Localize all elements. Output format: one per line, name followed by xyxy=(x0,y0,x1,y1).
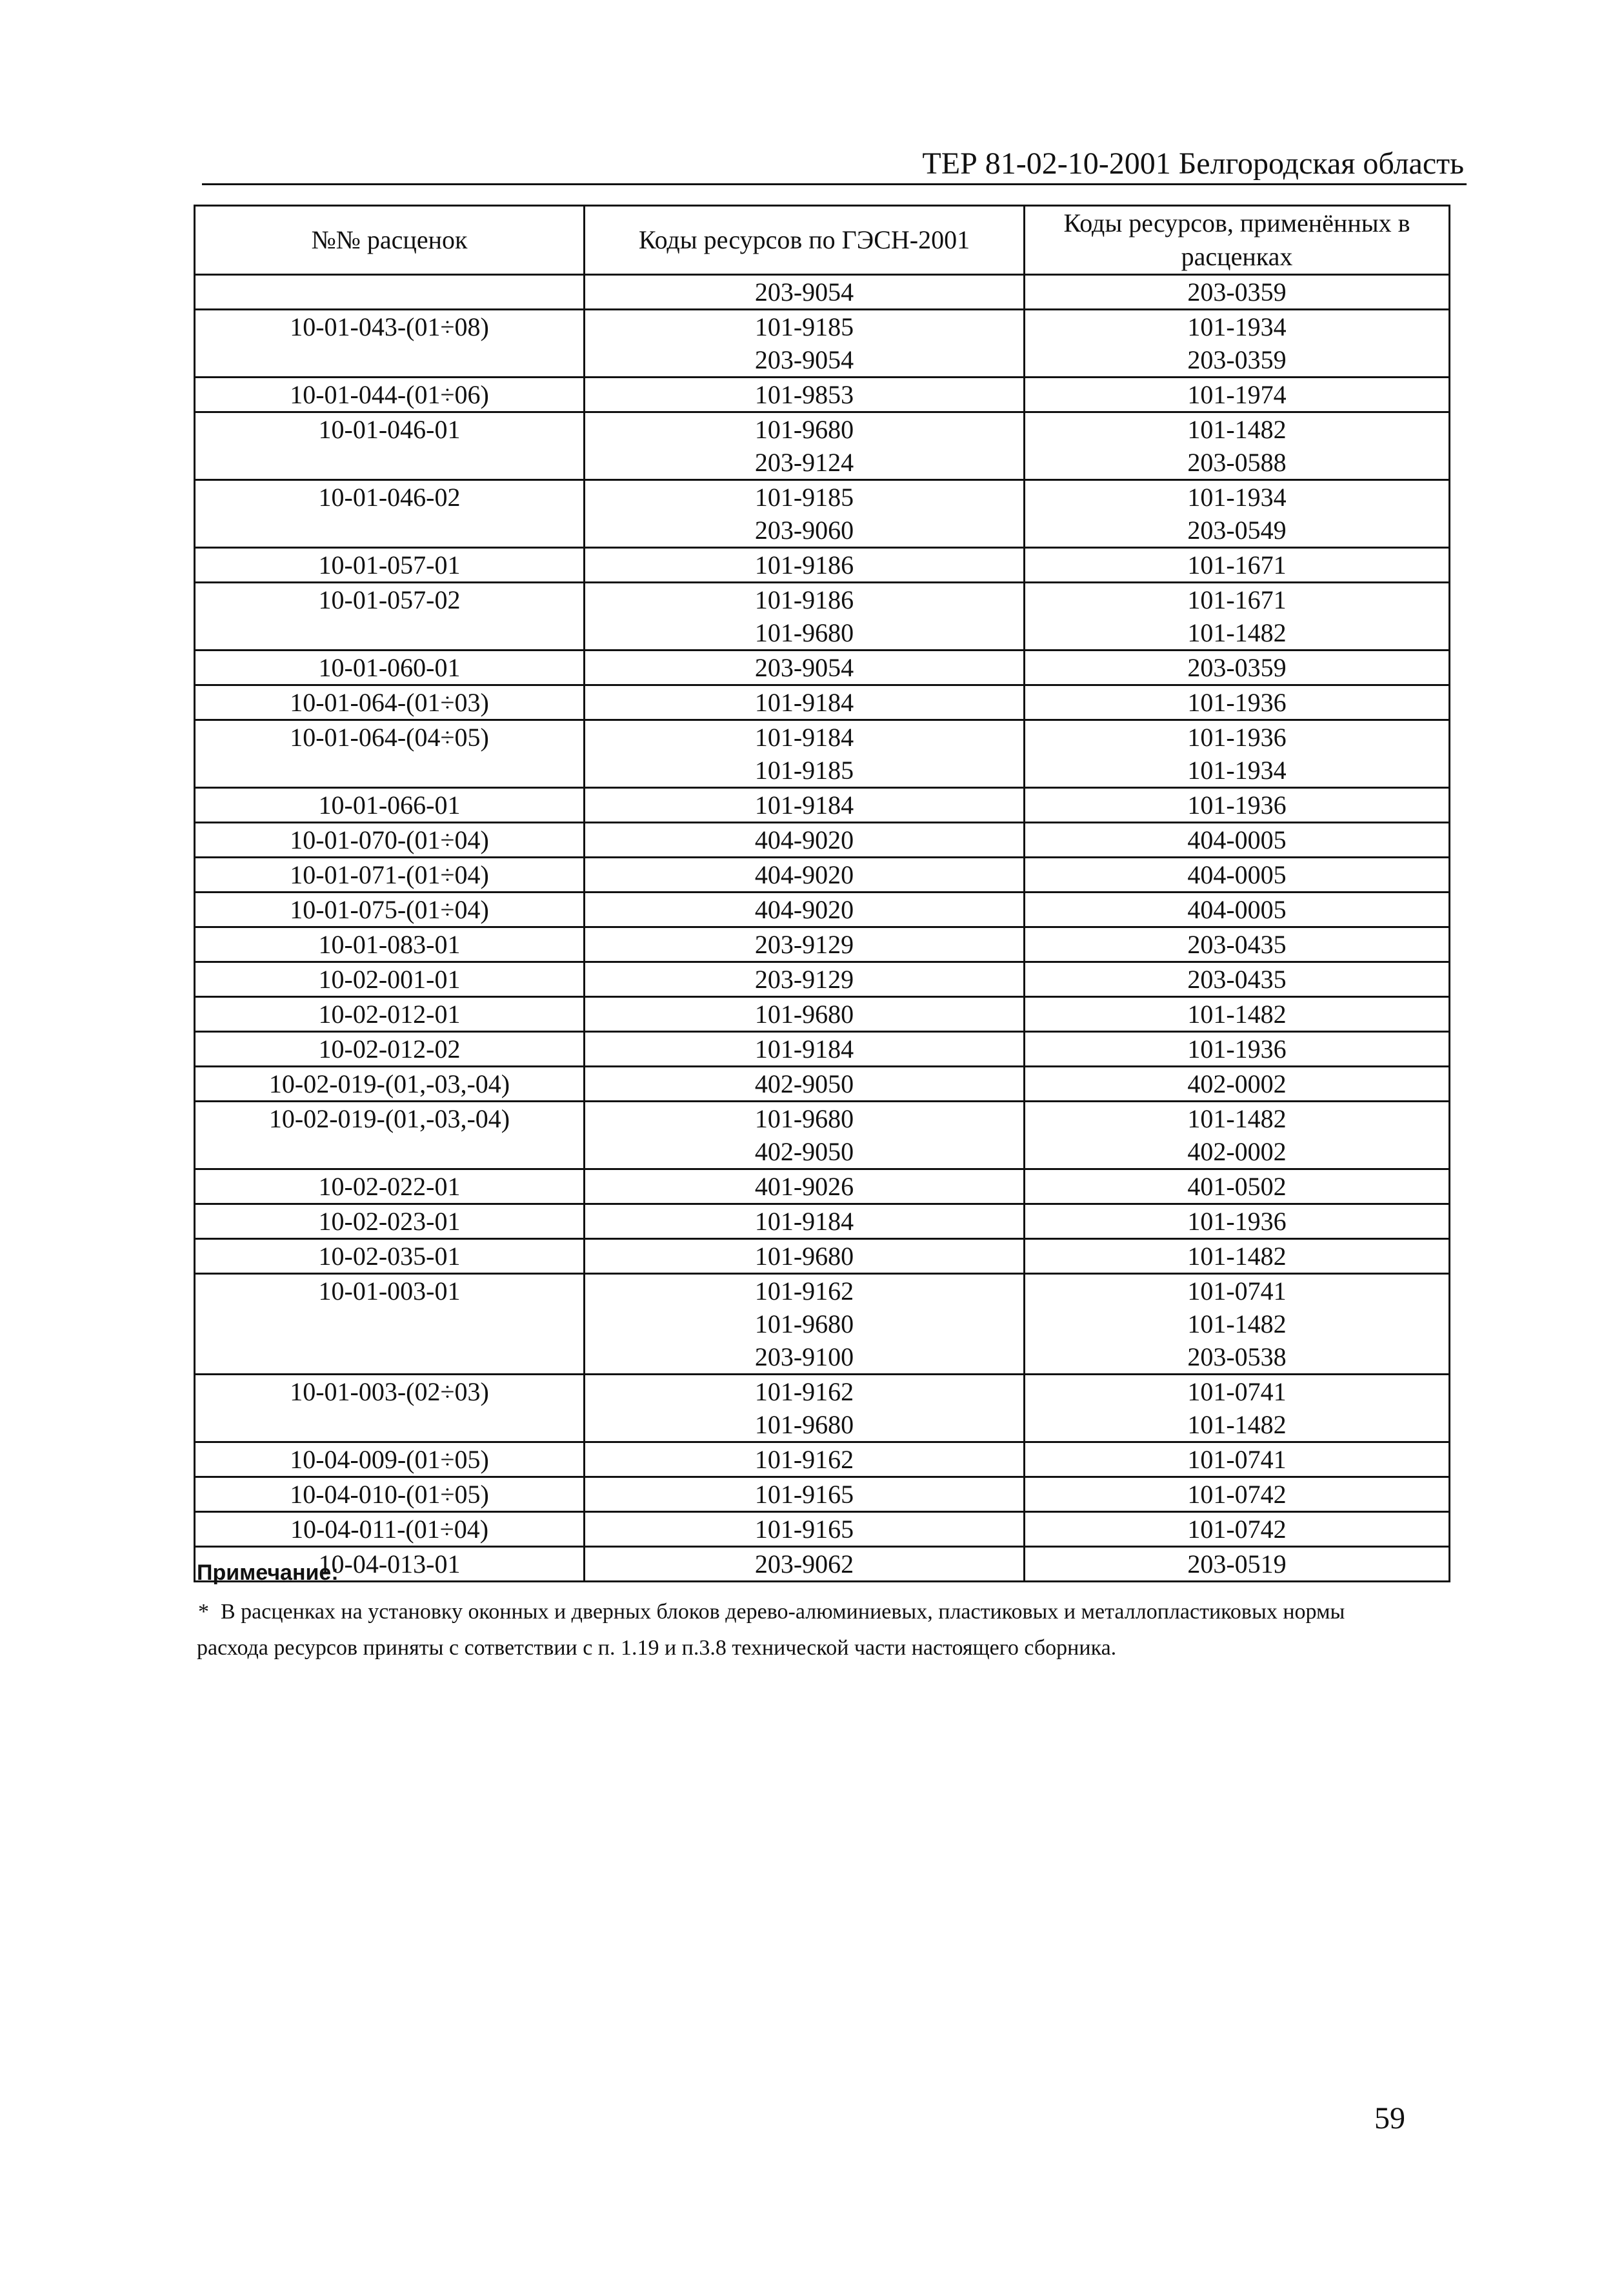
column-header-gesn-codes: Коды ресурсов по ГЭСН-2001 xyxy=(585,206,1025,275)
applied-code: 203-0359 xyxy=(1187,653,1287,682)
resource-codes-table xyxy=(194,205,1450,1582)
applied-code: 101-0742 xyxy=(1187,1480,1287,1509)
applied-code: 101-1936 xyxy=(1187,723,1287,752)
gesn-code: 203-9060 xyxy=(754,516,854,545)
rate-number-cell xyxy=(195,1512,585,1547)
gesn-code: 101-9680 xyxy=(754,1242,854,1271)
gesn-code: 203-9054 xyxy=(754,653,854,682)
applied-code: 404-0005 xyxy=(1187,895,1287,924)
applied-code: 101-1482 xyxy=(1187,1309,1287,1338)
note-asterisk: * xyxy=(198,1600,209,1624)
rate-number: 10-01-070-(01÷04) xyxy=(290,825,489,854)
rate-number-cell xyxy=(195,720,585,788)
gesn-code: 101-9680 xyxy=(754,1309,854,1338)
applied-code-cell xyxy=(1025,412,1450,480)
applied-code: 401-0502 xyxy=(1187,1172,1287,1201)
rate-number: 10-01-064-(01÷03) xyxy=(290,688,489,717)
rate-number: 10-01-083-01 xyxy=(318,930,461,959)
gesn-code: 101-9162 xyxy=(754,1445,854,1474)
rate-number: 10-01-046-01 xyxy=(318,415,461,444)
applied-code: 101-1936 xyxy=(1187,791,1287,820)
gesn-code: 203-9124 xyxy=(754,448,854,477)
gesn-code-cell xyxy=(585,548,1025,583)
table-row xyxy=(195,1032,1450,1067)
applied-code: 101-1671 xyxy=(1187,550,1287,580)
table-header-row xyxy=(195,206,1450,275)
gesn-code: 101-9186 xyxy=(754,550,854,580)
gesn-code-cell xyxy=(585,927,1025,962)
rate-number: 10-01-060-01 xyxy=(318,653,461,682)
applied-code-cell xyxy=(1025,651,1450,685)
applied-code-cell xyxy=(1025,927,1450,962)
rate-number: 10-01-003-(02÷03) xyxy=(290,1377,489,1406)
applied-code-cell xyxy=(1025,1442,1450,1477)
rate-number: 10-02-012-01 xyxy=(318,1000,461,1029)
gesn-code-cell xyxy=(585,378,1025,412)
applied-code-cell xyxy=(1025,1067,1450,1102)
applied-code-cell xyxy=(1025,788,1450,823)
applied-code: 101-0741 xyxy=(1187,1377,1287,1406)
gesn-code-cell xyxy=(585,1067,1025,1102)
applied-code-cell xyxy=(1025,310,1450,378)
applied-code: 101-1974 xyxy=(1187,380,1287,409)
rate-number xyxy=(195,276,583,308)
table-row xyxy=(195,1067,1450,1102)
rate-number-cell xyxy=(195,858,585,893)
rate-number-cell xyxy=(195,480,585,548)
table-row xyxy=(195,962,1450,997)
applied-code: 101-1936 xyxy=(1187,688,1287,717)
applied-code-cell xyxy=(1025,1375,1450,1442)
rate-number: 10-01-044-(01÷06) xyxy=(290,380,489,409)
rate-number: 10-01-057-01 xyxy=(318,550,461,580)
applied-code: 404-0005 xyxy=(1187,860,1287,889)
applied-code-cell xyxy=(1025,1032,1450,1067)
rate-number: 10-04-010-(01÷05) xyxy=(290,1480,489,1509)
rate-number-cell xyxy=(195,1169,585,1204)
rate-number-cell xyxy=(195,378,585,412)
gesn-code-cell xyxy=(585,720,1025,788)
gesn-code-cell xyxy=(585,823,1025,858)
applied-code: 101-1482 xyxy=(1187,618,1287,647)
rate-number-cell xyxy=(195,962,585,997)
gesn-code: 101-9162 xyxy=(754,1377,854,1406)
rate-number: 10-01-057-02 xyxy=(318,585,461,614)
rate-number-cell xyxy=(195,412,585,480)
rate-number-cell xyxy=(195,927,585,962)
gesn-code: 101-9680 xyxy=(754,1000,854,1029)
gesn-code-cell xyxy=(585,1274,1025,1375)
gesn-code-cell xyxy=(585,1547,1025,1582)
gesn-code: 203-9054 xyxy=(754,345,854,374)
gesn-code-cell xyxy=(585,1169,1025,1204)
applied-code: 101-1934 xyxy=(1187,756,1287,785)
applied-code-cell xyxy=(1025,997,1450,1032)
gesn-code: 101-9853 xyxy=(754,380,854,409)
gesn-code-cell xyxy=(585,651,1025,685)
table-row xyxy=(195,685,1450,720)
applied-code: 402-0002 xyxy=(1187,1137,1287,1166)
rate-number-cell xyxy=(195,997,585,1032)
rate-number-cell xyxy=(195,651,585,685)
gesn-code-cell xyxy=(585,310,1025,378)
rate-number-cell xyxy=(195,823,585,858)
applied-code-cell xyxy=(1025,1274,1450,1375)
table-row xyxy=(195,583,1450,651)
gesn-code: 101-9680 xyxy=(754,1410,854,1439)
gesn-code-cell xyxy=(585,962,1025,997)
applied-code-cell xyxy=(1025,858,1450,893)
applied-code: 101-1482 xyxy=(1187,1242,1287,1271)
gesn-code-cell xyxy=(585,275,1025,310)
gesn-code-cell xyxy=(585,1442,1025,1477)
gesn-code: 404-9020 xyxy=(754,825,854,854)
applied-code-cell xyxy=(1025,720,1450,788)
table-row xyxy=(195,1102,1450,1169)
rate-number-cell xyxy=(195,788,585,823)
applied-code: 203-0359 xyxy=(1187,277,1287,307)
table-row xyxy=(195,927,1450,962)
table-row xyxy=(195,823,1450,858)
applied-code: 203-0538 xyxy=(1187,1342,1287,1371)
applied-code-cell xyxy=(1025,1169,1450,1204)
applied-code: 203-0435 xyxy=(1187,965,1287,994)
table-row xyxy=(195,548,1450,583)
table-row xyxy=(195,1512,1450,1547)
gesn-code: 101-9680 xyxy=(754,618,854,647)
rate-number: 10-02-001-01 xyxy=(318,965,461,994)
applied-code: 101-1936 xyxy=(1187,1034,1287,1064)
rate-number: 10-04-011-(01÷04) xyxy=(290,1515,489,1544)
rate-number-cell xyxy=(195,1032,585,1067)
gesn-code-cell xyxy=(585,412,1025,480)
gesn-code: 101-9184 xyxy=(754,1207,854,1236)
gesn-code-cell xyxy=(585,893,1025,927)
gesn-code-cell xyxy=(585,1239,1025,1274)
applied-code-cell xyxy=(1025,1102,1450,1169)
gesn-code-cell xyxy=(585,1375,1025,1442)
applied-code-cell xyxy=(1025,823,1450,858)
table-row xyxy=(195,1274,1450,1375)
table-row xyxy=(195,858,1450,893)
table-row xyxy=(195,788,1450,823)
applied-code-cell xyxy=(1025,685,1450,720)
gesn-code: 101-9185 xyxy=(754,483,854,512)
note-paragraph xyxy=(197,1594,1410,1666)
rate-number: 10-01-066-01 xyxy=(318,791,461,820)
gesn-code: 101-9184 xyxy=(754,723,854,752)
rate-number-cell xyxy=(195,1274,585,1375)
rate-number-cell xyxy=(195,1375,585,1442)
applied-code-cell xyxy=(1025,583,1450,651)
table-row xyxy=(195,310,1450,378)
gesn-code-cell xyxy=(585,997,1025,1032)
gesn-code: 101-9185 xyxy=(754,756,854,785)
table-row xyxy=(195,997,1450,1032)
gesn-code: 203-9100 xyxy=(754,1342,854,1371)
gesn-code: 203-9054 xyxy=(754,277,854,307)
rate-number-cell xyxy=(195,685,585,720)
header-rule xyxy=(202,183,1467,185)
gesn-code: 203-9062 xyxy=(754,1549,854,1579)
applied-code: 101-1934 xyxy=(1187,312,1287,341)
gesn-code: 101-9186 xyxy=(754,585,854,614)
gesn-code-cell xyxy=(585,685,1025,720)
applied-code: 203-0435 xyxy=(1187,930,1287,959)
column-header-applied-codes: Коды ресурсов, применённых в расценках xyxy=(1025,206,1450,275)
applied-code: 101-1482 xyxy=(1187,415,1287,444)
rate-number: 10-02-035-01 xyxy=(318,1242,461,1271)
note-text: В расценках на установку оконных и дверных блоков дерево-алюминиевых, пластиковых и металлопластиковых нормы расхода ресурсов приняты с сответствии с п. 1.19 и п.3.8 технической части настоящего сборника. xyxy=(197,1600,1345,1660)
gesn-code-cell xyxy=(585,1032,1025,1067)
applied-code-cell xyxy=(1025,962,1450,997)
gesn-code-cell xyxy=(585,1477,1025,1512)
rate-number-cell xyxy=(195,1442,585,1477)
rate-number: 10-02-022-01 xyxy=(318,1172,461,1201)
table-row xyxy=(195,1375,1450,1442)
table-row xyxy=(195,378,1450,412)
gesn-code-cell xyxy=(585,1204,1025,1239)
gesn-code-cell xyxy=(585,1512,1025,1547)
applied-code: 101-0742 xyxy=(1187,1515,1287,1544)
rate-number-cell xyxy=(195,275,585,310)
rate-number: 10-02-019-(01,-03,-04) xyxy=(268,1104,510,1133)
applied-code: 101-0741 xyxy=(1187,1445,1287,1474)
table-row xyxy=(195,1239,1450,1274)
applied-code: 101-1482 xyxy=(1187,1104,1287,1133)
rate-number-cell xyxy=(195,893,585,927)
table-row xyxy=(195,720,1450,788)
applied-code: 203-0549 xyxy=(1187,516,1287,545)
applied-code-cell xyxy=(1025,480,1450,548)
rate-number: 10-02-023-01 xyxy=(318,1207,461,1236)
gesn-code: 101-9680 xyxy=(754,415,854,444)
applied-code-cell xyxy=(1025,548,1450,583)
gesn-code-cell xyxy=(585,480,1025,548)
applied-code: 404-0005 xyxy=(1187,825,1287,854)
gesn-code: 402-9050 xyxy=(754,1069,854,1098)
applied-code: 101-1934 xyxy=(1187,483,1287,512)
gesn-code: 101-9165 xyxy=(754,1480,854,1509)
applied-code-cell xyxy=(1025,1239,1450,1274)
applied-code: 101-1482 xyxy=(1187,1000,1287,1029)
table-row xyxy=(195,275,1450,310)
rate-number: 10-01-003-01 xyxy=(318,1276,461,1306)
applied-code: 203-0519 xyxy=(1187,1549,1287,1579)
note-heading: Примечание: xyxy=(197,1560,339,1585)
applied-code-cell xyxy=(1025,275,1450,310)
gesn-code-cell xyxy=(585,583,1025,651)
rate-number: 10-02-012-02 xyxy=(318,1034,461,1064)
rate-number: 10-02-019-(01,-03,-04) xyxy=(268,1069,510,1098)
gesn-code: 101-9165 xyxy=(754,1515,854,1544)
rate-number: 10-01-046-02 xyxy=(318,483,461,512)
applied-code-cell xyxy=(1025,893,1450,927)
rate-number: 10-01-075-(01÷04) xyxy=(290,895,489,924)
gesn-code: 101-9184 xyxy=(754,791,854,820)
applied-code: 203-0359 xyxy=(1187,345,1287,374)
column-header-rate-numbers: №№ расценок xyxy=(195,206,585,275)
applied-code: 101-1936 xyxy=(1187,1207,1287,1236)
rate-number: 10-01-043-(01÷08) xyxy=(290,312,489,341)
applied-code-cell xyxy=(1025,1477,1450,1512)
gesn-code: 101-9680 xyxy=(754,1104,854,1133)
table-row xyxy=(195,1547,1450,1582)
gesn-code: 101-9185 xyxy=(754,312,854,341)
gesn-code: 101-9162 xyxy=(754,1276,854,1306)
rate-number-cell xyxy=(195,1102,585,1169)
table-row xyxy=(195,1204,1450,1239)
rate-number-cell xyxy=(195,1239,585,1274)
applied-code: 203-0588 xyxy=(1187,448,1287,477)
gesn-code: 404-9020 xyxy=(754,895,854,924)
applied-code-cell xyxy=(1025,1512,1450,1547)
table-body xyxy=(195,275,1450,1582)
table-row xyxy=(195,412,1450,480)
rate-number-cell xyxy=(195,1067,585,1102)
gesn-code: 401-9026 xyxy=(754,1172,854,1201)
gesn-code: 101-9184 xyxy=(754,1034,854,1064)
rate-number: 10-01-071-(01÷04) xyxy=(290,860,489,889)
gesn-code: 203-9129 xyxy=(754,930,854,959)
gesn-code: 101-9184 xyxy=(754,688,854,717)
rate-number-cell xyxy=(195,583,585,651)
rate-number: 10-04-009-(01÷05) xyxy=(290,1445,489,1474)
rate-number: 10-04-013-01 xyxy=(318,1549,461,1579)
rate-number-cell xyxy=(195,1477,585,1512)
page-number: 59 xyxy=(1374,2101,1405,2135)
rate-number-cell xyxy=(195,548,585,583)
rate-number: 10-01-064-(04÷05) xyxy=(290,723,489,752)
gesn-code-cell xyxy=(585,858,1025,893)
table-row xyxy=(195,1477,1450,1512)
applied-code: 101-0741 xyxy=(1187,1276,1287,1306)
table-row xyxy=(195,1169,1450,1204)
gesn-code: 203-9129 xyxy=(754,965,854,994)
rate-number-cell xyxy=(195,1204,585,1239)
table-row xyxy=(195,651,1450,685)
gesn-code-cell xyxy=(585,1102,1025,1169)
applied-code: 101-1482 xyxy=(1187,1410,1287,1439)
gesn-code-cell xyxy=(585,788,1025,823)
gesn-code: 402-9050 xyxy=(754,1137,854,1166)
table-row xyxy=(195,480,1450,548)
rate-number-cell xyxy=(195,310,585,378)
applied-code: 101-1671 xyxy=(1187,585,1287,614)
document-header-title: ТЕР 81-02-10-2001 Белгородская область xyxy=(922,146,1464,181)
table-row xyxy=(195,893,1450,927)
gesn-code: 404-9020 xyxy=(754,860,854,889)
applied-code-cell xyxy=(1025,378,1450,412)
applied-code: 402-0002 xyxy=(1187,1069,1287,1098)
applied-code-cell xyxy=(1025,1547,1450,1582)
table-row xyxy=(195,1442,1450,1477)
applied-code-cell xyxy=(1025,1204,1450,1239)
